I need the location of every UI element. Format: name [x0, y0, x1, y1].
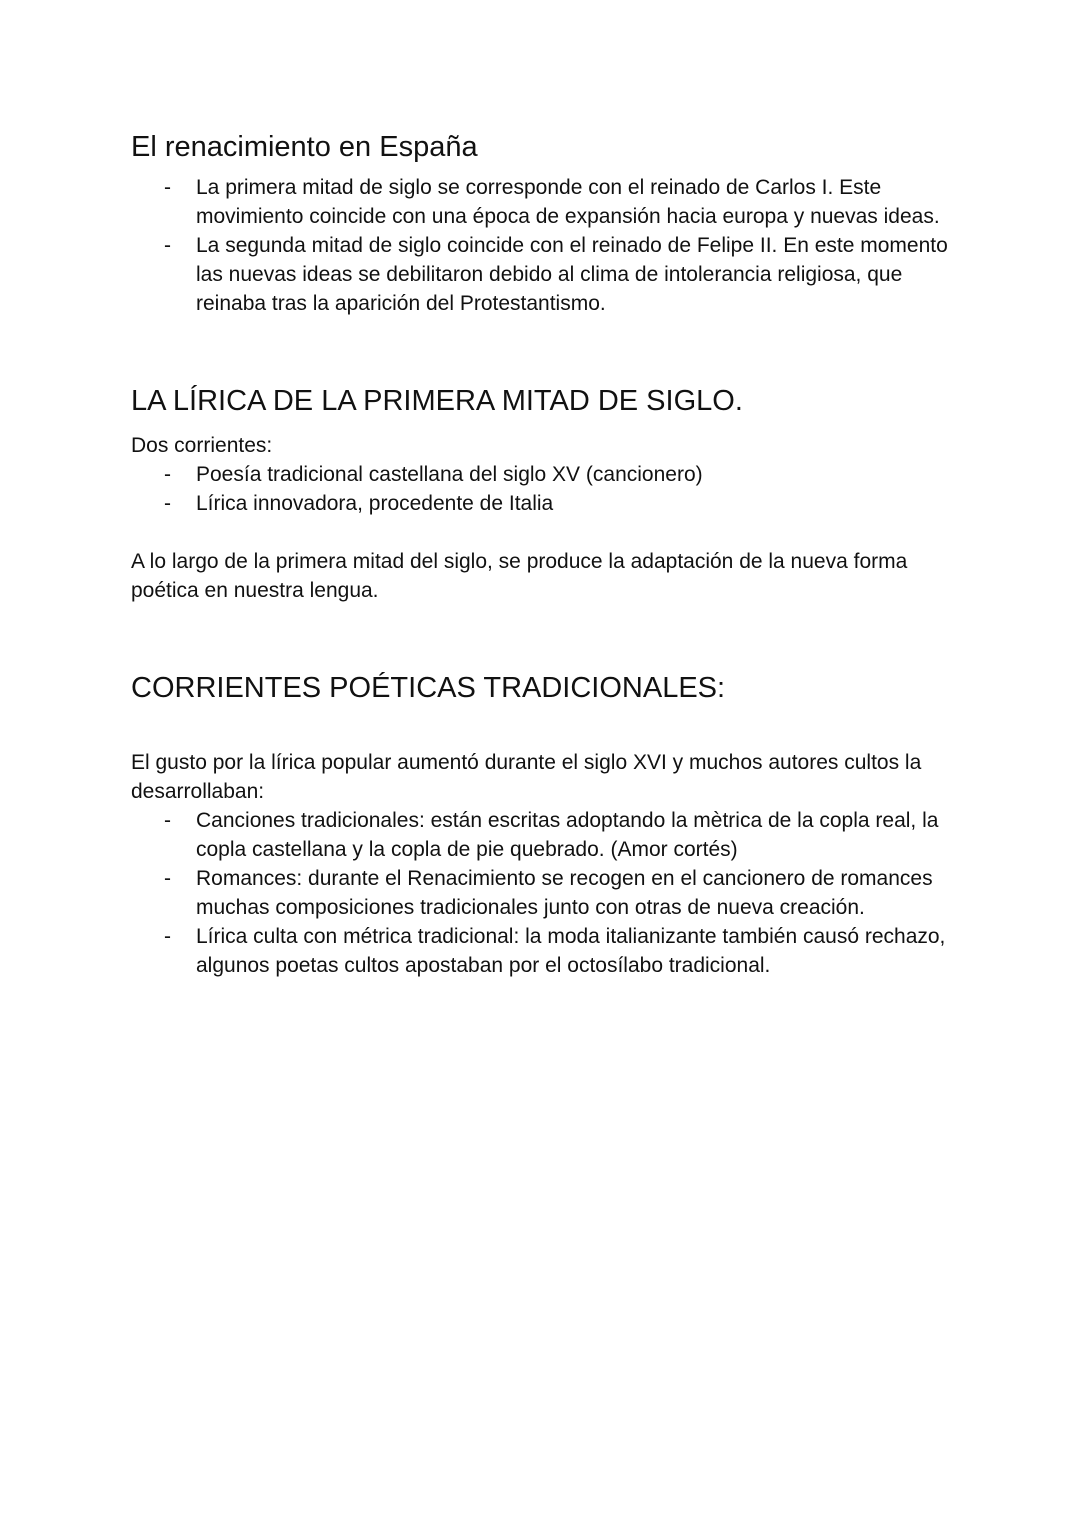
lirica-list [131, 460, 961, 518]
corrientes-intro: El gusto por la lírica popular aumentó durante el siglo XVI y muchos autores cultos la desarrollaban: [131, 751, 922, 803]
dash-bullet: - [164, 463, 171, 486]
section-title-corrientes: CORRIENTES POÉTICAS TRADICIONALES: [131, 672, 726, 704]
dash-bullet: - [164, 867, 171, 890]
list-item-text: Lírica innovadora, procedente de Italia [196, 492, 554, 515]
dash-bullet: - [164, 234, 171, 257]
list-item-text: La segunda mitad de siglo coincide con el reinado de Felipe II. En este momento las nuevas ideas se debilitaron debido al clima de intolerancia religiosa, que reinaba tras la aparición del Protestantismo. [196, 234, 948, 315]
lirica-intro: Dos corrientes: [131, 434, 273, 457]
list-item [131, 489, 961, 518]
dash-bullet: - [164, 925, 171, 948]
list-item [131, 460, 961, 489]
dash-bullet: - [164, 492, 171, 515]
list-item-text: Romances: durante el Renacimiento se recogen en el cancionero de romances muchas composiciones tradicionales junto con otras de nueva creación. [196, 867, 933, 919]
section-title-renacimiento: El renacimiento en España [131, 131, 478, 163]
list-item [131, 231, 961, 318]
list-item-text: Canciones tradicionales: están escritas adoptando la mètrica de la copla real, la copla castellana y la copla de pie quebrado. (Amor cortés) [196, 809, 939, 861]
dash-bullet: - [164, 809, 171, 832]
lirica-paragraph: A lo largo de la primera mitad del siglo, se produce la adaptación de la nueva forma poética en nuestra lengua. [131, 550, 908, 602]
list-item [131, 864, 961, 922]
list-item-text: La primera mitad de siglo se corresponde con el reinado de Carlos I. Este movimiento coincide con una época de expansión hacia europa y nuevas ideas. [196, 176, 940, 228]
document-page [131, 125, 961, 980]
list-item [131, 806, 961, 864]
renacimiento-list [131, 173, 961, 318]
corrientes-list [131, 806, 961, 980]
list-item [131, 922, 961, 980]
dash-bullet: - [164, 176, 171, 199]
list-item-text: Lírica culta con métrica tradicional: la moda italianizante también causó rechazo, algunos poetas cultos apostaban por el octosílabo tradicional. [196, 925, 946, 977]
section-title-lirica: LA LÍRICA DE LA PRIMERA MITAD DE SIGLO. [131, 385, 743, 417]
list-item-text: Poesía tradicional castellana del siglo XV (cancionero) [196, 463, 703, 486]
list-item [131, 173, 961, 231]
